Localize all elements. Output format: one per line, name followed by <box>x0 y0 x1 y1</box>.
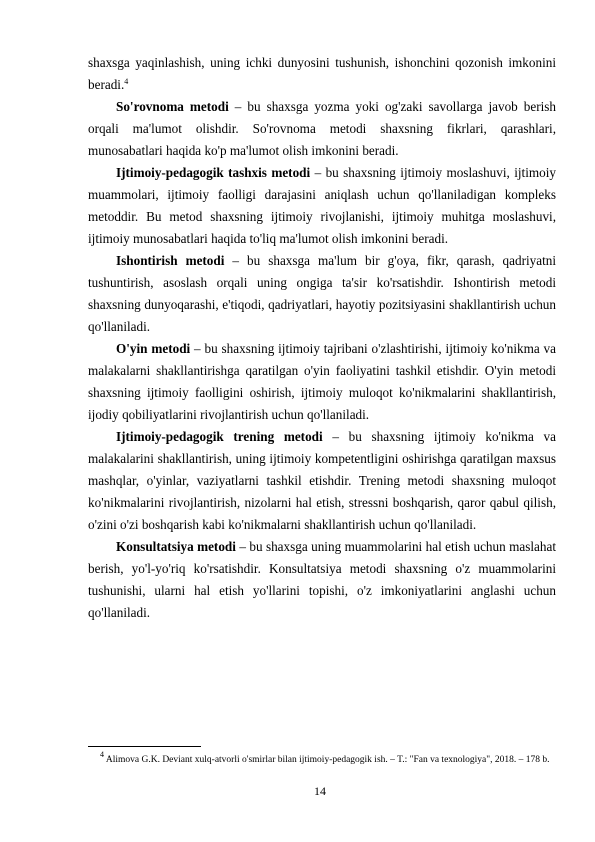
term-label: Ijtimoiy-pedagogik trening metodi <box>116 429 323 444</box>
section-consultation-method <box>88 536 556 624</box>
section-survey-method <box>88 96 556 162</box>
term-definition: – bu shaxsga uning muammolarini hal etish uchun maslahat berish, yo'l-yo'riq ko'rsatishdir. Konsultatsiya metodi shaxsning o'z muammolarini tushunishi, ularni hal etish yo'llarini topishi, o'z imkoniyatlarini anglashi uchun qo'llaniladi. <box>88 539 556 620</box>
section-game-method <box>88 338 556 426</box>
document-body <box>88 52 556 624</box>
footnote-divider <box>88 746 201 747</box>
term-label: Ijtimoiy-pedagogik tashxis metodi <box>116 165 311 180</box>
term-definition: – bu shaxsga ma'lum bir g'oya, fikr, qarash, qadriyatni tushuntirish, asoslash orqali uning ongiga ta'sir ko'rsatishdir. Ishontirish metodi shaxsning dunyoqarashi, e'tiqodi, qadriyatlari, hayotiy pozitsiyasini shakllantirish uchun qo'llaniladi. <box>88 253 556 334</box>
section-social-diagnosis-method <box>88 162 556 250</box>
term-label: Konsultatsiya metodi <box>116 539 236 554</box>
footnote <box>88 752 556 768</box>
footnote-ref: 4 <box>124 77 129 86</box>
section-persuasion-method <box>88 250 556 338</box>
intro-text: shaxsga yaqinlashish, uning ichki dunyosini tushunish, ishonchini qozonish imkonini beradi. <box>88 55 556 92</box>
section-training-method <box>88 426 556 536</box>
intro-paragraph <box>88 52 556 96</box>
footnote-mark: 4 <box>100 750 104 759</box>
term-definition: – bu shaxsning ijtimoiy moslashuvi, ijtimoiy muammolari, ijtimoiy faolligi darajasini aniqlash uchun qo'llaniladigan kompleks metoddir. Bu metod shaxsning ijtimoiy rivojlanishi, ijtimoiy muhitga moslashuvi, ijtimoiy munosabatlari haqida to'liq ma'lumot olish imkonini beradi. <box>88 165 556 246</box>
term-label: So'rovnoma metodi <box>116 99 229 114</box>
term-definition: – bu shaxsga yozma yoki og'zaki savollarga javob berish orqali ma'lumot olishdir. So'rovnoma metodi shaxsning fikrlari, qarashlari, munosabatlari haqida ko'p ma'lumot olish imkonini beradi. <box>88 99 557 158</box>
term-label: O'yin metodi <box>116 341 191 356</box>
term-definition: – bu shaxsning ijtimoiy ko'nikma va malakalarini shakllantirish, uning ijtimoiy kompetentligini oshirishga qaratilgan maxsus mashqlar, o'yinlar, vaziyatlarni tashkil etishdir. Trening metodi shaxsning muloqot ko'nikmalarini rivojlantirish, nizolarni hal etish, stressni boshqarish, qaror qabul qilish, o'zini o'zi boshqarish kabi ko'nikmalarni shakllantirish uchun qo'llaniladi. <box>88 429 556 532</box>
term-label: Ishontirish metodi <box>116 253 225 268</box>
term-definition: – bu shaxsning ijtimoiy tajribani o'zlashtirishi, ijtimoiy ko'nikma va malakalarni shakllantirishga qaratilgan o'yin faoliyatini tashkil etishdir. O'yin metodi shaxsning ijtimoiy faolligini oshirish, ijtimoiy muloqot ko'nikmalarini shakllantirish, ijodiy qobiliyatlarini rivojlantirish uchun qo'llaniladi. <box>88 341 556 422</box>
page-number: 14 <box>314 784 326 798</box>
footnote-text: Alimova G.K. Deviant xulq-atvorli o'smirlar bilan ijtimoiy-pedagogik ish. – T.: "Fan va texnologiya", 2018. – 178 b. <box>104 755 550 765</box>
